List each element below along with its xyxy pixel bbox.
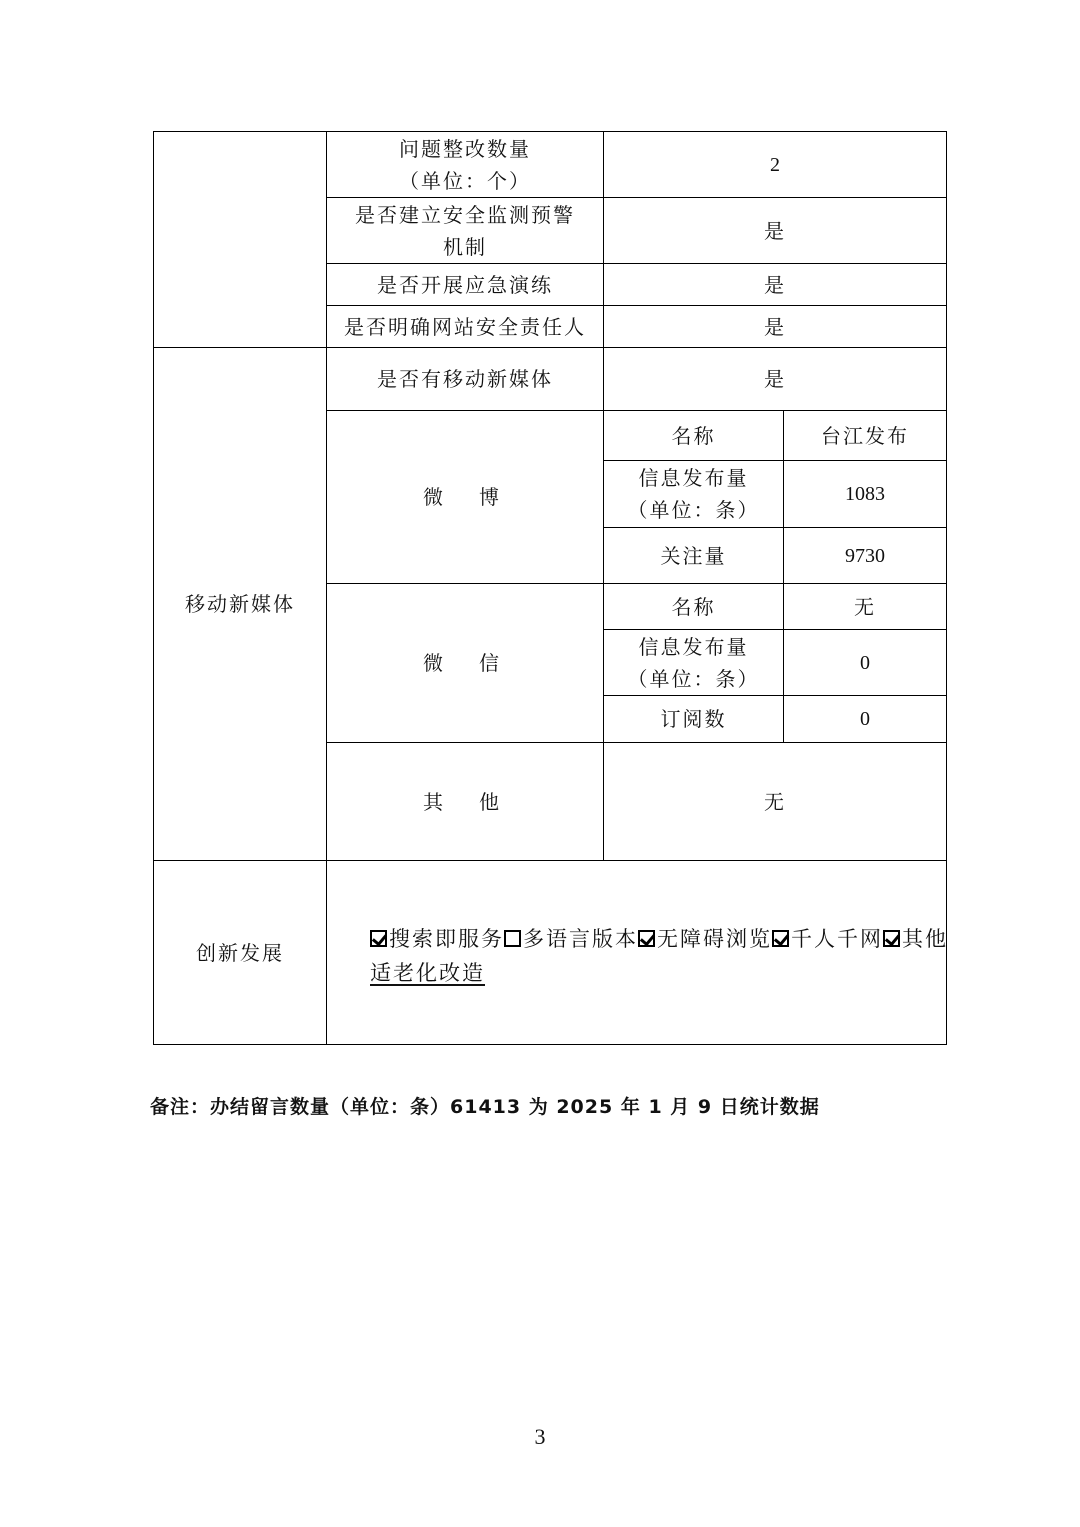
drill-value: 是 (764, 272, 786, 297)
checkbox-checked-icon (772, 930, 789, 947)
rectify-count-label-cell (327, 132, 603, 197)
wechat-posts-label-cell (604, 630, 783, 695)
innovation-section-label: 创新发展 (196, 940, 284, 965)
option-label: 无障碍浏览 (657, 927, 772, 951)
wechat-name-value: 无 (854, 594, 876, 619)
weibo-name-label: 名称 (671, 423, 716, 448)
wechat-posts-value: 0 (860, 651, 870, 674)
monitoring-label: 是否建立安全监测预警 (355, 202, 575, 227)
option-label: 千人千网 (791, 927, 883, 951)
checkbox-checked-icon (638, 930, 655, 947)
weibo-posts-label-cell (604, 461, 783, 527)
checkbox-checked-icon (370, 930, 387, 947)
option-other (883, 927, 948, 951)
innovation-options (370, 922, 950, 990)
weibo-label: 微 博 (423, 485, 507, 509)
footnote: 备注：办结留言数量（单位：条）61413 为 2025 年 1 月 9 日统计数据 (150, 1096, 820, 1118)
weibo-posts-value: 1083 (845, 483, 885, 505)
wechat-posts-unit: （单位：条） (627, 666, 760, 691)
weibo-name-value: 台江发布 (821, 423, 909, 448)
weibo-posts-label: 信息发布量 (638, 466, 749, 490)
other-label: 其 他 (423, 789, 507, 814)
grid-line (153, 1044, 947, 1045)
wechat-label: 微 信 (423, 651, 507, 675)
option-search-service (370, 927, 504, 951)
monitoring-label-cell (327, 198, 603, 263)
option-accessibility (638, 927, 772, 951)
page-number: 3 (534, 1424, 546, 1449)
wechat-subscribers-value: 0 (860, 708, 870, 730)
other-value: 无 (764, 789, 786, 814)
weibo-followers-label: 关注量 (660, 543, 727, 568)
monitoring-label-cont: 机制 (443, 234, 487, 259)
responsible-value: 是 (764, 314, 786, 339)
grid-line (946, 131, 947, 1045)
rectify-count-label: 问题整改数量 (399, 136, 531, 161)
innovation-other-text: 适老化改造 (370, 961, 485, 985)
option-label: 多语言版本 (523, 927, 638, 951)
weibo-posts-unit: （单位：条） (627, 498, 760, 522)
rectify-count-unit: （单位：个） (399, 168, 531, 193)
responsible-label: 是否明确网站安全责任人 (344, 314, 586, 339)
mobile-section-label: 移动新媒体 (185, 592, 295, 616)
option-personalized (772, 927, 883, 951)
weibo-followers-value: 9730 (845, 544, 885, 567)
checkbox-empty-icon (504, 930, 521, 947)
has-media-label: 是否有移动新媒体 (377, 367, 553, 391)
option-label: 搜索即服务 (389, 927, 504, 951)
checkbox-checked-icon (883, 930, 900, 947)
drill-label: 是否开展应急演练 (377, 272, 553, 297)
monitoring-value: 是 (764, 218, 786, 243)
option-multilingual (504, 927, 638, 951)
option-label: 其他 (902, 927, 948, 951)
has-media-value: 是 (764, 367, 786, 391)
wechat-posts-label: 信息发布量 (638, 634, 749, 659)
rectify-count-value: 2 (770, 153, 780, 176)
wechat-subscribers-label: 订阅数 (660, 707, 727, 731)
wechat-name-label: 名称 (671, 594, 716, 619)
